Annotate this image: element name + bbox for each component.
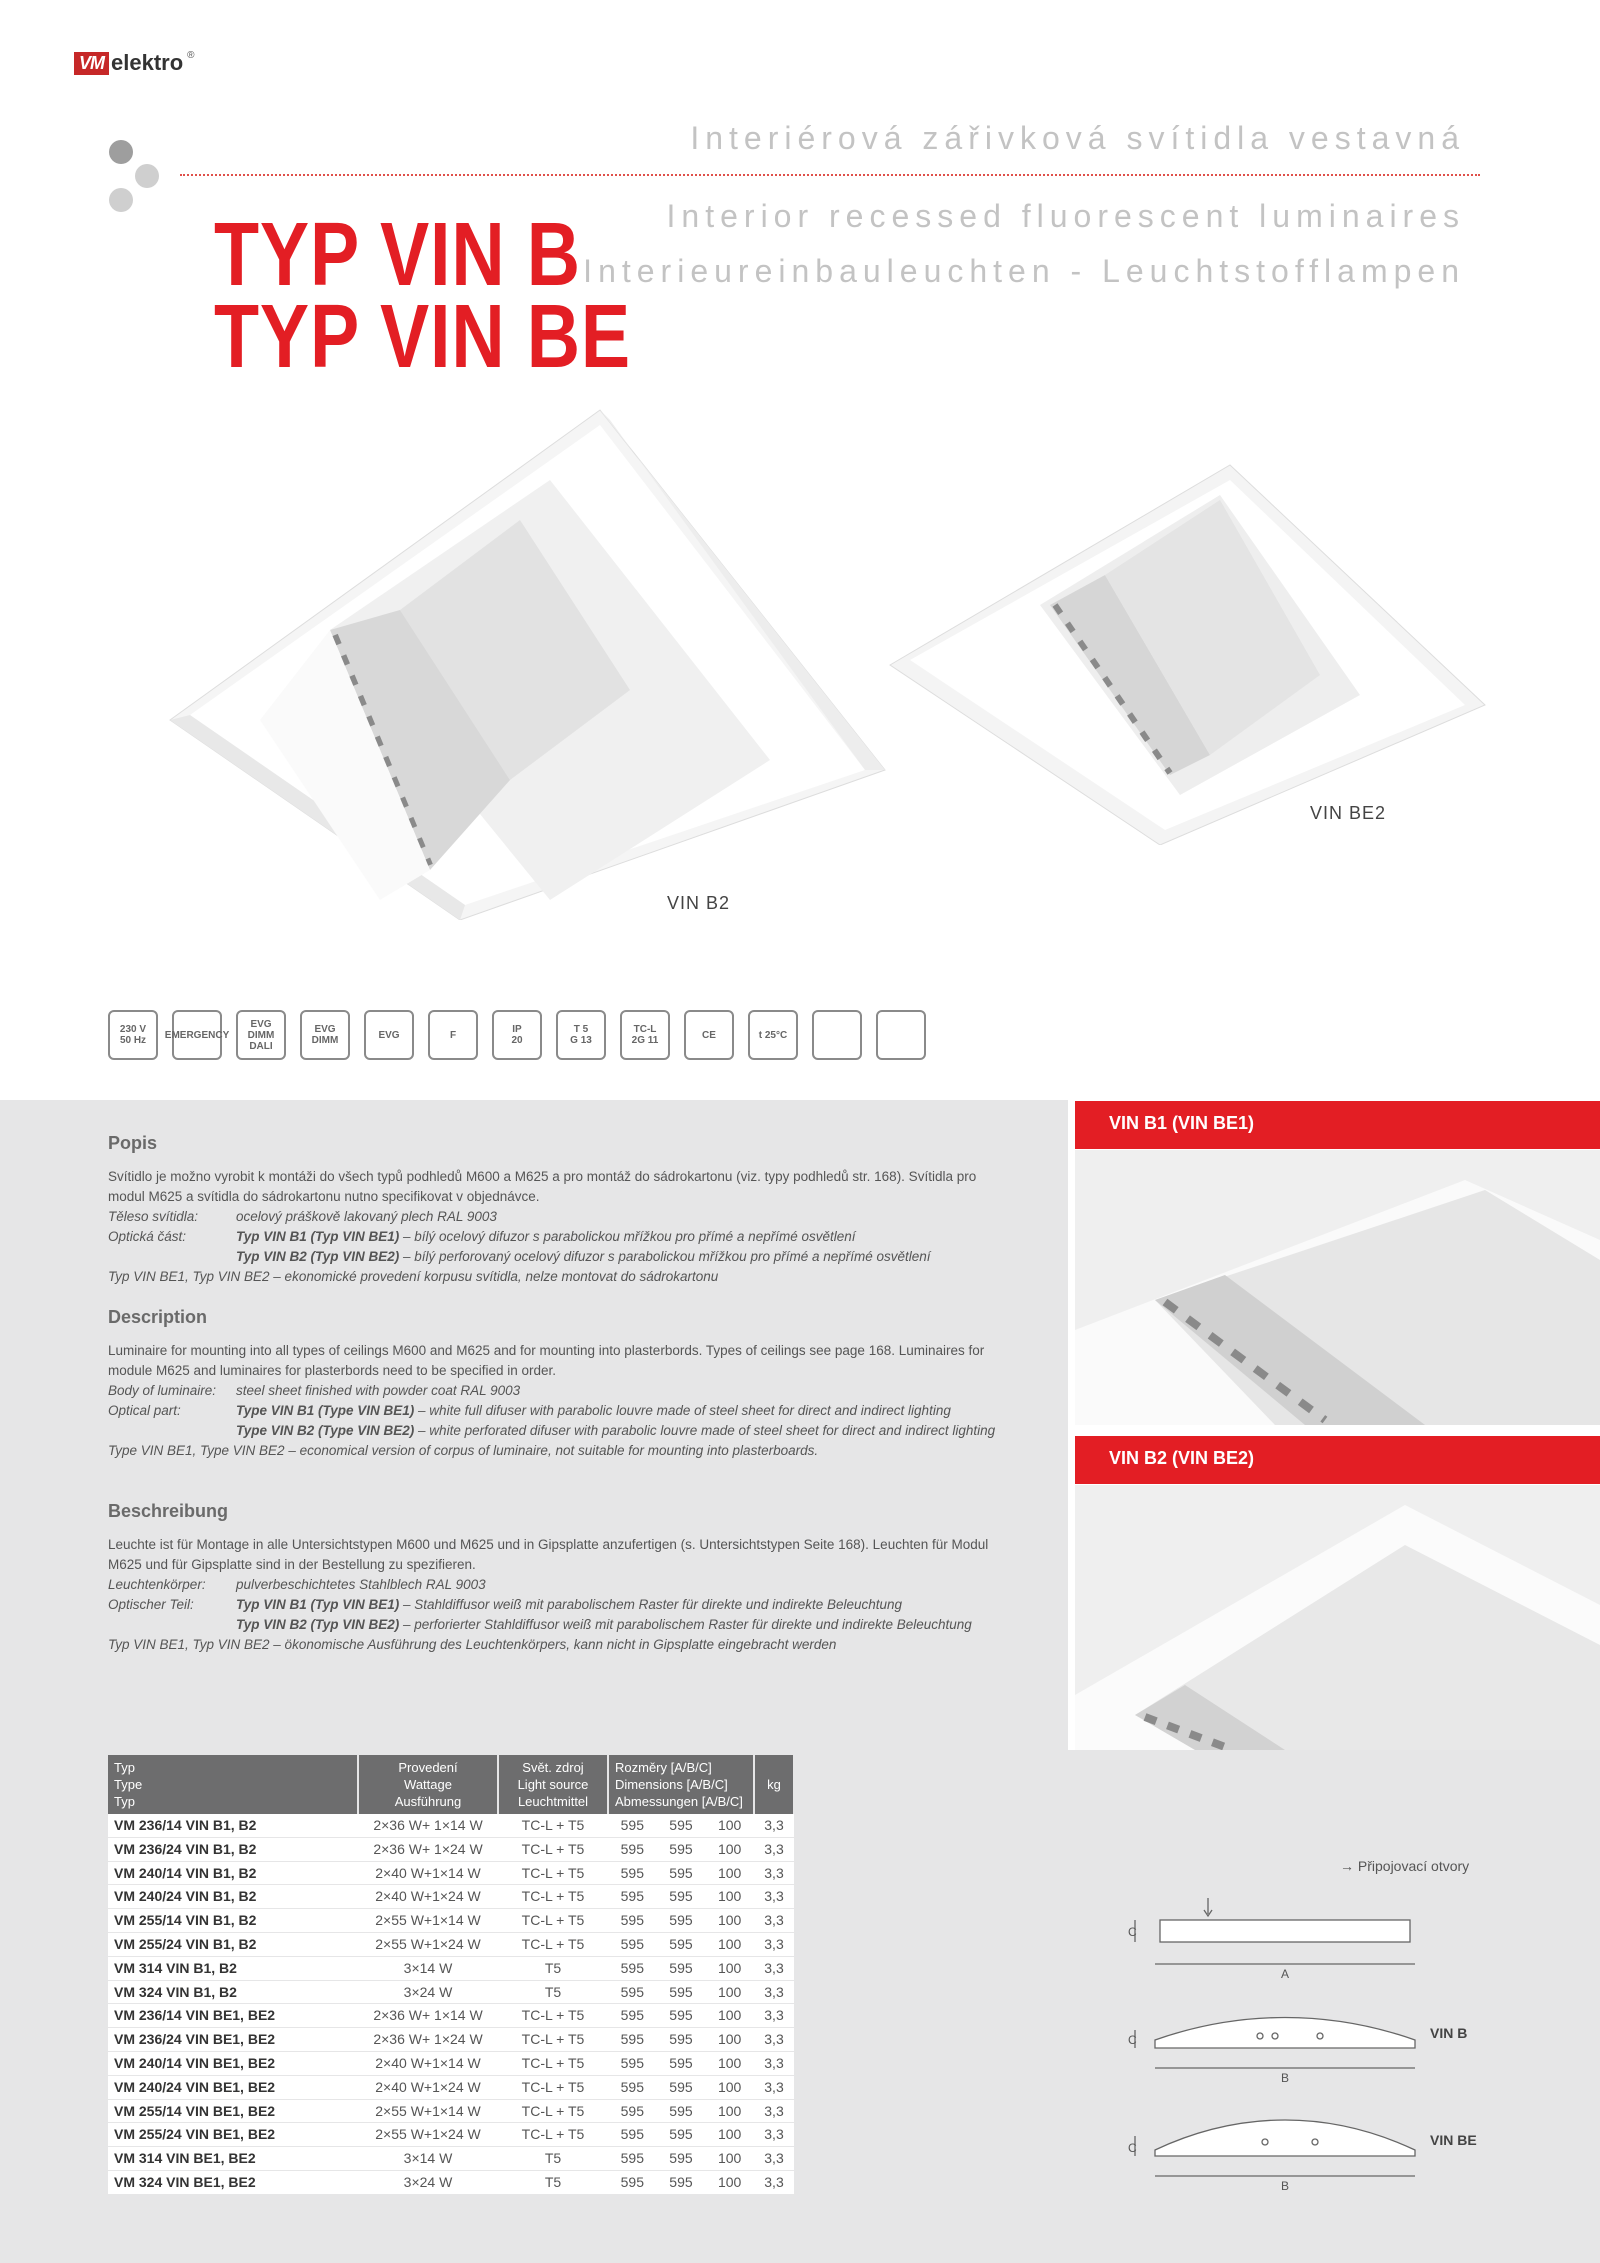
table-cell: 595 (608, 2147, 657, 2171)
th-dimensions: Rozměry [A/B/C] Dimensions [A/B/C] Abmessungen [A/B/C] (608, 1755, 754, 1814)
table-cell: VM 240/14 VIN BE1, BE2 (108, 2051, 358, 2075)
table-cell: 595 (657, 2170, 706, 2194)
table-cell: 2×55 W+1×24 W (358, 2123, 498, 2147)
popis-text: Svítidlo je možno vyrobit k montáži do všech typů podhledů M600 a M625 a pro montáž do sádrokartonu (viz. typy podhledů str. 168). Svítidla pro modul M625 a svítidla do sádrokartonu nutno specifikovat v objednávce. (108, 1169, 977, 1204)
temperature-icon-label: t 25°C (758, 1029, 788, 1041)
table-cell: 595 (657, 2004, 706, 2028)
table-cell: 100 (705, 1837, 754, 1861)
table-cell: VM 240/24 VIN B1, B2 (108, 1885, 358, 1909)
description-optic-b2-type: Type VIN B2 (Type VIN BE2) (236, 1423, 415, 1438)
table-row (108, 1956, 794, 1980)
th-light-source: Svět. zdroj Light source Leuchtmittel (498, 1755, 608, 1814)
th-kg: kg (754, 1755, 794, 1814)
table-cell: 595 (608, 1814, 657, 1837)
section-popis (108, 1133, 1013, 1287)
description-optic-b1-type: Type VIN B1 (Type VIN BE1) (236, 1403, 415, 1418)
table-cell: 3,3 (754, 2004, 794, 2028)
table-row (108, 1814, 794, 1837)
table-cell: 100 (705, 1932, 754, 1956)
subtitle-en: Interior recessed fluorescent luminaires (666, 198, 1465, 234)
evg-dimm-dali-icon-label: EVG DIMM (247, 1018, 275, 1041)
table-cell: 100 (705, 2147, 754, 2171)
table-cell: 100 (705, 2099, 754, 2123)
section-beschreibung (108, 1501, 1013, 1655)
table-row (108, 1861, 794, 1885)
logo-text: elektro (111, 50, 184, 75)
table-cell: 595 (657, 2051, 706, 2075)
table-cell: 3,3 (754, 1837, 794, 1861)
ceiling-mount-icon (876, 1010, 926, 1060)
table-cell: 3,3 (754, 2147, 794, 2171)
table-cell: 595 (657, 1956, 706, 1980)
tcl-2g11-icon (620, 1010, 670, 1060)
table-cell: 595 (657, 2099, 706, 2123)
table-cell: 3,3 (754, 1909, 794, 1933)
table-cell: 2×55 W+1×24 W (358, 1932, 498, 1956)
brand-logo (74, 50, 195, 76)
table-cell: VM 236/14 VIN B1, B2 (108, 1814, 358, 1837)
table-cell: 100 (705, 2051, 754, 2075)
table-row (108, 2170, 794, 2194)
dimension-drawings (1100, 1890, 1450, 2190)
table-cell: 3×24 W (358, 1980, 498, 2004)
table-cell: 3,3 (754, 1980, 794, 2004)
th-type: Typ Type Typ (108, 1755, 358, 1814)
table-cell: 2×36 W+ 1×24 W (358, 1837, 498, 1861)
emergency-icon (164, 1010, 230, 1060)
description-body-label: Body of luminaire: (108, 1383, 217, 1398)
table-cell: 595 (657, 1909, 706, 1933)
table-cell: 3×24 W (358, 2170, 498, 2194)
ce-icon-label: CE (702, 1029, 716, 1041)
table-cell: TC-L + T5 (498, 2099, 608, 2123)
ip20-icon-sublabel: 20 (511, 1035, 523, 1046)
label-b-vin-b: B (1280, 2071, 1290, 2085)
table-cell: 100 (705, 2028, 754, 2052)
table-cell: TC-L + T5 (498, 2028, 608, 2052)
dotted-divider (180, 174, 1480, 176)
table-cell: 100 (705, 1885, 754, 1909)
label-c-1: C (1128, 1925, 1137, 1939)
table-cell: 3,3 (754, 1861, 794, 1885)
table-cell: 100 (705, 1909, 754, 1933)
f-mark-icon (428, 1010, 478, 1060)
table-cell: 595 (608, 2099, 657, 2123)
popis-note: Typ VIN BE1, Typ VIN BE2 – ekonomické provedení korpusu svítidla, nelze montovat do sádrokartonu (108, 1269, 719, 1284)
table-cell: 3,3 (754, 2099, 794, 2123)
page-title-2: TYP VIN BE (214, 287, 631, 387)
description-optic-label: Optical part: (108, 1403, 181, 1418)
label-a: A (1280, 1967, 1290, 1981)
table-cell: TC-L + T5 (498, 2123, 608, 2147)
table-row (108, 2147, 794, 2171)
label-b-vin-be: B (1280, 2179, 1290, 2190)
table-cell: 3,3 (754, 1814, 794, 1837)
table-cell: 2×40 W+1×14 W (358, 1861, 498, 1885)
table-cell: 595 (608, 2123, 657, 2147)
description-optic-b1: – white full difuser with parabolic louvre made of steel sheet for direct and indirect lighting (414, 1403, 951, 1418)
table-cell: 100 (705, 1980, 754, 2004)
table-row (108, 1909, 794, 1933)
table-cell: 595 (608, 2075, 657, 2099)
table-row (108, 2099, 794, 2123)
table-cell: 3×14 W (358, 1956, 498, 1980)
table-cell: 595 (657, 1861, 706, 1885)
photo-vin-b1 (1075, 1150, 1600, 1425)
voltage-icon-sublabel: 50 Hz (119, 1035, 147, 1046)
description-note: Type VIN BE1, Type VIN BE2 – economical version of corpus of luminaire, not suitable for mounting into plasterboards. (108, 1443, 819, 1458)
table-cell: 3×14 W (358, 2147, 498, 2171)
table-cell: 2×55 W+1×14 W (358, 1909, 498, 1933)
beschreibung-optic-b1: – Stahldiffusor weiß mit parabolischem Raster für direkte und indirekte Beleuchtung (399, 1597, 903, 1612)
tcl-2g11-icon-label: TC-L (633, 1024, 657, 1035)
label-c-3: C (1128, 2141, 1137, 2155)
table-row (108, 2004, 794, 2028)
table-cell: T5 (498, 1980, 608, 2004)
table-cell: 3,3 (754, 2028, 794, 2052)
table-cell: 595 (657, 2075, 706, 2099)
table-cell: 595 (608, 1885, 657, 1909)
table-cell: 595 (657, 1814, 706, 1837)
table-cell: VM 255/24 VIN BE1, BE2 (108, 2123, 358, 2147)
table-cell: 595 (608, 2051, 657, 2075)
table-cell: TC-L + T5 (498, 1814, 608, 1837)
table-cell: VM 324 VIN B1, B2 (108, 1980, 358, 2004)
table-cell: VM 236/24 VIN B1, B2 (108, 1837, 358, 1861)
evg-icon-label: EVG (378, 1029, 400, 1041)
table-cell: VM 324 VIN BE1, BE2 (108, 2170, 358, 2194)
popis-optic-label: Optická část: (108, 1229, 187, 1244)
t5-g13-icon-sublabel: G 13 (570, 1035, 592, 1046)
table-cell: 2×36 W+ 1×14 W (358, 2004, 498, 2028)
decorative-dots (105, 138, 165, 218)
table-cell: 595 (657, 1932, 706, 1956)
voltage-icon-label: 230 V (119, 1024, 147, 1035)
table-cell: VM 240/14 VIN B1, B2 (108, 1861, 358, 1885)
table-cell: 100 (705, 2123, 754, 2147)
beschreibung-body-label: Leuchtenkörper: (108, 1577, 206, 1592)
table-cell: TC-L + T5 (498, 1837, 608, 1861)
t5-g13-icon-label: T 5 (573, 1024, 589, 1035)
evg-dimm-dali-icon-sublabel: DALI (249, 1040, 273, 1052)
variant-b1-header: VIN B1 (VIN BE1) (1075, 1101, 1600, 1149)
table-cell: 595 (608, 1932, 657, 1956)
beschreibung-body-value: pulverbeschichtetes Stahlblech RAL 9003 (236, 1577, 486, 1592)
table-cell: T5 (498, 1956, 608, 1980)
table-cell: 2×36 W+ 1×24 W (358, 2028, 498, 2052)
table-cell: 3,3 (754, 2170, 794, 2194)
beschreibung-optic-label: Optischer Teil: (108, 1597, 194, 1612)
table-cell: 595 (608, 1956, 657, 1980)
feature-icons (108, 1010, 926, 1060)
ce-icon (684, 1010, 734, 1060)
drawing-label-vin-be: VIN BE (1430, 2132, 1477, 2148)
table-cell: 100 (705, 1956, 754, 1980)
section-description (108, 1307, 1013, 1461)
table-cell: T5 (498, 2170, 608, 2194)
beschreibung-optic-b2-type: Typ VIN B2 (Typ VIN BE2) (236, 1617, 400, 1632)
table-cell: 595 (608, 1861, 657, 1885)
emergency-icon-label: EMERGENCY (164, 1029, 230, 1041)
beschreibung-optic-b2: – perforierter Stahldiffusor weiß mit parabolischem Raster für direkte und indirekte Beleuchtung (399, 1617, 972, 1632)
table-cell: TC-L + T5 (498, 1932, 608, 1956)
evg-dimm-icon-label: EVG DIMM (311, 1024, 339, 1046)
table-row (108, 2051, 794, 2075)
table-cell: VM 240/24 VIN BE1, BE2 (108, 2075, 358, 2099)
table-cell: VM 255/24 VIN B1, B2 (108, 1932, 358, 1956)
table-header-row (108, 1755, 794, 1814)
photo-caption-vin-be2: VIN BE2 (1310, 803, 1387, 823)
tcl-2g11-icon-sublabel: 2G 11 (631, 1035, 659, 1046)
th-wattage: Provedení Wattage Ausführung (358, 1755, 498, 1814)
table-cell: 2×40 W+1×14 W (358, 2051, 498, 2075)
subtitle-cz: Interiérová zářivková svítidla vestavná (690, 120, 1465, 156)
popis-body-label: Těleso svítidla: (108, 1209, 199, 1224)
table-cell: 595 (657, 2147, 706, 2171)
table-cell: 100 (705, 2170, 754, 2194)
table-cell: 595 (657, 1837, 706, 1861)
description-text: Luminaire for mounting into all types of ceilings M600 and M625 and for mounting into plasterbords. Types of ceilings see page 168. Luminaires for module M625 and luminaires for plasterbords need to be specified in order. (108, 1343, 985, 1378)
popis-optic-b1: – bílý ocelový difuzor s parabolickou mřížkou pro přímé a nepřímé osvětlení (399, 1229, 856, 1244)
evg-dimm-icon (300, 1010, 350, 1060)
popis-body-value: ocelový práškově lakovaný plech RAL 9003 (236, 1209, 497, 1224)
table-row (108, 1980, 794, 2004)
table-cell: 3,3 (754, 1956, 794, 1980)
page-title-1: TYP VIN B (214, 205, 581, 305)
plug-icon (812, 1010, 862, 1060)
table-cell: VM 255/14 VIN B1, B2 (108, 1909, 358, 1933)
label-c-2: C (1128, 2033, 1137, 2047)
table-cell: 100 (705, 1861, 754, 1885)
table-cell: 3,3 (754, 2051, 794, 2075)
evg-icon (364, 1010, 414, 1060)
table-cell: TC-L + T5 (498, 2004, 608, 2028)
photo-caption-vin-b2: VIN B2 (667, 893, 731, 913)
logo-mark: VM (74, 52, 109, 75)
table-row (108, 2075, 794, 2099)
table-row (108, 1885, 794, 1909)
table-cell: 100 (705, 2075, 754, 2099)
t5-g13-icon (556, 1010, 606, 1060)
heading-popis: Popis (108, 1133, 158, 1153)
beschreibung-note: Typ VIN BE1, Typ VIN BE2 – ökonomische Ausführung des Leuchtenkörpers, kann nicht in Gipsplatte eingebracht werden (108, 1637, 837, 1652)
table-cell: VM 255/14 VIN BE1, BE2 (108, 2099, 358, 2123)
table-cell: 595 (608, 2004, 657, 2028)
table-cell: 595 (608, 2170, 657, 2194)
f-mark-icon-label: F (449, 1029, 457, 1041)
beschreibung-text: Leuchte ist für Montage in alle Untersichtstypen M600 und M625 und in Gipsplatte anzufertigen (s. Untersichtstypen Seite 168). Leuchten für Modul M625 und für Gipsplatte sind in der Bestellung zu spezifieren. (108, 1537, 989, 1572)
heading-description: Description (108, 1307, 208, 1327)
heading-beschreibung: Beschreibung (108, 1501, 229, 1521)
table-row (108, 1932, 794, 1956)
ip20-icon-label: IP (512, 1024, 522, 1035)
table-row (108, 2123, 794, 2147)
table-cell: 595 (657, 2123, 706, 2147)
table-cell: 595 (657, 2028, 706, 2052)
popis-optic-b1-type: Typ VIN B1 (Typ VIN BE1) (236, 1229, 400, 1244)
table-cell: VM 236/24 VIN BE1, BE2 (108, 2028, 358, 2052)
photo-vin-be2 (880, 455, 1490, 845)
temperature-icon (748, 1010, 798, 1060)
table-cell: TC-L + T5 (498, 1861, 608, 1885)
table-cell: 100 (705, 2004, 754, 2028)
voltage-icon (108, 1010, 158, 1060)
popis-optic-b2-type: Typ VIN B2 (Typ VIN BE2) (236, 1249, 400, 1264)
table-cell: 3,3 (754, 1885, 794, 1909)
beschreibung-optic-b1-type: Typ VIN B1 (Typ VIN BE1) (236, 1597, 400, 1612)
photo-vin-b2 (130, 400, 890, 920)
table-cell: VM 236/14 VIN BE1, BE2 (108, 2004, 358, 2028)
table-row (108, 1837, 794, 1861)
photo-vin-b2-small (1075, 1485, 1600, 1750)
drawing-legend: → Připojovací otvory (1340, 1858, 1470, 1874)
table-cell: TC-L + T5 (498, 2075, 608, 2099)
table-cell: 595 (657, 1885, 706, 1909)
subtitle-de: Interieureinbauleuchten - Leuchtstofflampen (583, 253, 1465, 289)
table-row (108, 2028, 794, 2052)
table-cell: VM 314 VIN BE1, BE2 (108, 2147, 358, 2171)
description-body-value: steel sheet finished with powder coat RAL 9003 (236, 1383, 521, 1398)
drawing-label-vin-b: VIN B (1430, 2025, 1468, 2041)
table-cell: 2×55 W+1×14 W (358, 2099, 498, 2123)
table-cell: 595 (608, 1837, 657, 1861)
variant-b2-header: VIN B2 (VIN BE2) (1075, 1436, 1600, 1484)
evg-dimm-dali-icon (236, 1010, 286, 1060)
table-cell: 3,3 (754, 2123, 794, 2147)
table-cell: 3,3 (754, 1932, 794, 1956)
table-cell: 3,3 (754, 2075, 794, 2099)
spec-table (108, 1755, 795, 2195)
table-cell: 595 (608, 2028, 657, 2052)
logo-registered: ® (187, 50, 195, 61)
table-cell: 2×40 W+1×24 W (358, 1885, 498, 1909)
ip20-icon (492, 1010, 542, 1060)
table-cell: TC-L + T5 (498, 1909, 608, 1933)
table-cell: 595 (657, 1980, 706, 2004)
table-cell: 100 (705, 1814, 754, 1837)
table-cell: TC-L + T5 (498, 2051, 608, 2075)
popis-optic-b2: – bílý perforovaný ocelový difuzor s parabolickou mřížkou pro přímé a nepřímé osvětlení (399, 1249, 931, 1264)
table-cell: TC-L + T5 (498, 1885, 608, 1909)
table-cell: T5 (498, 2147, 608, 2171)
table-cell: 595 (608, 1980, 657, 2004)
table-cell: 2×36 W+ 1×14 W (358, 1814, 498, 1837)
table-cell: VM 314 VIN B1, B2 (108, 1956, 358, 1980)
table-cell: 2×40 W+1×24 W (358, 2075, 498, 2099)
table-cell: 595 (608, 1909, 657, 1933)
description-optic-b2: – white perforated difuser with parabolic louvre made of steel sheet for direct and indirect lighting (414, 1423, 996, 1438)
